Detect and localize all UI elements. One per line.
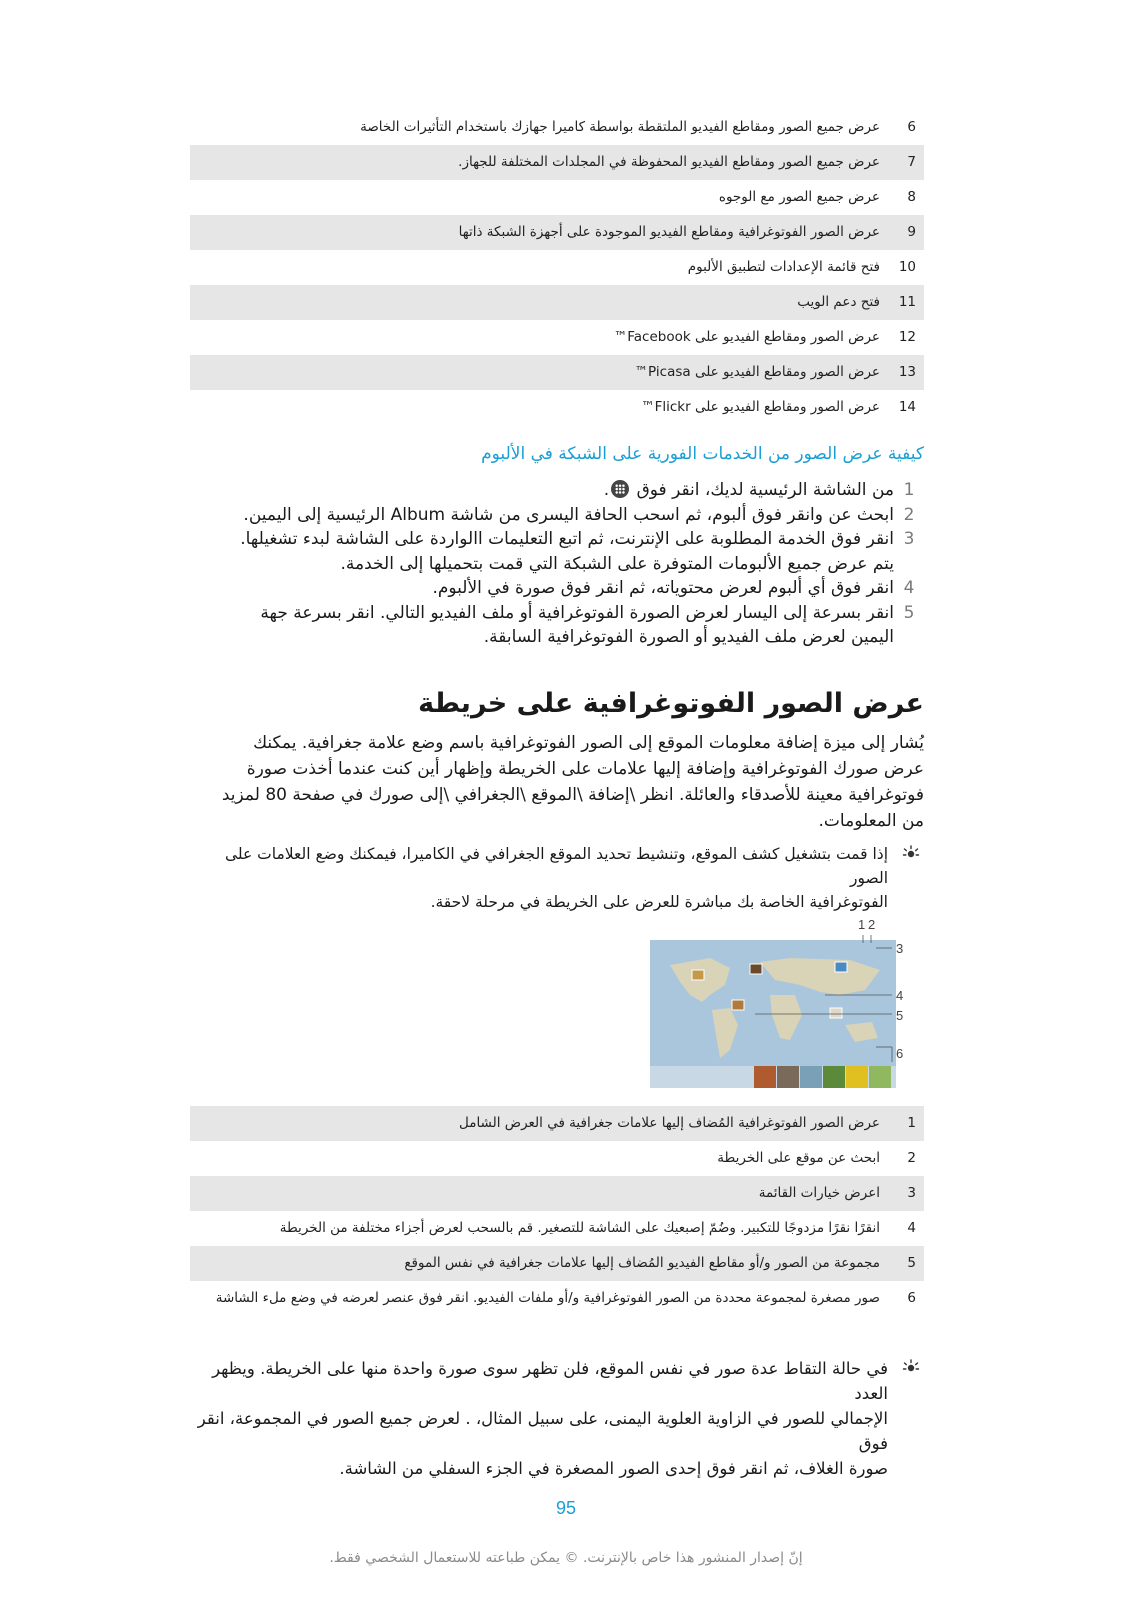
callout-number: 4 [896,988,904,1003]
footer-note: إنّ إصدار المنشور هذا خاص بالإنترنت. © يمكن طباعته للاستعمال الشخصي فقط. [329,1550,803,1566]
intro-paragraph: يُشار إلى ميزة إضافة معلومات الموقع إلى الصور الفوتوغرافية باسم وضع علامة جغرافية. يمكنك عرض صورك الفوتوغرافية وإضافة إليها علامات على الخريطة وإظهار أين كنت عندما أخذت صورة فوتوغرافية معينة للأصدقاء والعائلة. انظر \إضافة \الموقع \الجغرافي \إلى صورك في صفحة 80 لمزيد من المعلومات. [221,733,924,831]
table-row: 4 انقرًا نقرًا مزدوجًا للتكبير. وضُمّ إصبعيك على الشاشة للتصغير. قم بالسحب لعرض أجزاء مختلفة من الخريطة [279,1220,916,1236]
table-row: 10 فتح قائمة الإعدادات لتطبيق الألبوم [687,259,916,275]
step-item: 2 ابحث عن وانقر فوق ألبوم، ثم اسحب الحافة اليسرى من شاشة Album الرئيسية إلى اليمين. [243,504,915,525]
callout-number: 5 [896,1008,904,1023]
thumbnail[interactable] [846,1066,868,1088]
table-row: 9 عرض الصور الفوتوغرافية ومقاطع الفيديو الموجودة على أجهزة الشبكة ذاتها [190,215,924,250]
legend-table-map [190,1106,924,1316]
step-item: 3 انقر فوق الخدمة المطلوبة على الإنترنت، ثم اتبع التعليمات االواردة على الشاشة لبدء تشغيلها. [240,529,915,549]
step-item-continuation: اليمين لعرض ملف الفيديو أو الصورة الفوتوغرافية السابقة. [483,627,894,647]
table-row: 5 مجموعة من الصور و/أو مقاطع الفيديو المُضاف إليها علامات جغرافية في نفس الموقع [190,1246,924,1281]
table-row: 8 عرض جميع الصور مع الوجوه [718,189,916,205]
thumbnail[interactable] [800,1066,822,1088]
tip-box: إذا قمت بتشغيل كشف الموقع، وتنشيط تحديد الموقع الجغرافي في الكاميرا، فيمكنك وضع العلامات على الصور الفوتوغرافية الخاصة بك مباشرة للعرض على الخريطة في مرحلة لاحقة. [190,842,924,914]
table-row: 1 عرض الصور الفوتوغرافية المُضاف إليها علامات جغرافية في العرض الشامل [190,1106,924,1141]
lightbulb-icon [902,1358,920,1376]
thumbnail[interactable] [754,1066,776,1088]
photo-marker[interactable] [830,1008,842,1018]
page-number: 95 [555,1498,577,1518]
thumbnail[interactable] [823,1066,845,1088]
map-screenshot [650,940,896,1088]
thumbnail[interactable] [869,1066,891,1088]
tip-box: في حالة التقاط عدة صور في نفس الموقع، فلن تظهر سوى صورة واحدة منها على الخريطة. ويظهر العدد الإجمالي للصور في الزاوية العلوية اليمنى، على سبيل المثال، . لعرض جميع الصور في المجموعة، انقر فوق صورة الغلاف، ثم انقر فوق إحدى الصور المصغرة في الجزء السفلي من الشاشة. [190,1356,924,1481]
thumbnail[interactable] [777,1066,799,1088]
photo-marker[interactable] [750,964,762,974]
table-row: 6 صور مصغرة لمجموعة محددة من الصور الفوتوغرافية و/أو ملفات الفيديو. انقر فوق عنصر لعرضه في وضع ملء الشاشة [215,1290,916,1306]
photo-marker[interactable] [835,962,847,972]
steps-list [190,478,924,650]
table-row: 12 عرض الصور ومقاطع الفيديو على Facebook™ [613,329,916,345]
photo-marker[interactable] [692,970,704,980]
callout-number: 1 [858,917,866,932]
table-row: 6 عرض جميع الصور ومقاطع الفيديو الملتقطة بواسطة كاميرا جهازك باستخدام التأثيرات الخاصة [360,119,916,135]
step-item: 4 انقر فوق أي ألبوم لعرض محتوياته، ثم انقر فوق صورة في الألبوم. [432,578,915,598]
table-row: 11 فتح دعم الويب [190,285,924,320]
apps-grid-icon [611,480,629,498]
callout-number: 2 [868,917,876,932]
page-title: عرض الصور الفوتوغرافية على خريطة [418,688,924,719]
callout-number: 6 [896,1046,904,1061]
section-heading: كيفية عرض الصور من الخدمات الفورية على الشبكة في الألبوم [481,444,924,464]
table-row: 14 عرض الصور ومقاطع الفيديو على Flickr™ [641,399,916,415]
callout-number: 3 [896,941,904,956]
lightbulb-icon [902,844,920,862]
table-row: 7 عرض جميع الصور ومقاطع الفيديو المحفوظة في المجلدات المختلفة للجهاز. [190,145,924,180]
legend-table-top [190,110,924,425]
step-item-continuation: يتم عرض جميع الألبومات المتوفرة على الشبكة التي قمت بتحميلها إلى الخدمة. [340,553,894,574]
step-item: 1 من الشاشة الرئيسية لديك، انقر فوق . [603,480,915,500]
table-row: 3 اعرض خيارات القائمة [190,1176,924,1211]
table-row: 2 ابحث عن موقع على الخريطة [717,1150,916,1166]
step-item: 5 انقر بسرعة إلى اليسار لعرض الصورة الفوتوغرافية أو ملف الفيديو التالي. انقر بسرعة جهة [260,602,915,623]
photo-marker[interactable] [732,1000,744,1010]
table-row: 13 عرض الصور ومقاطع الفيديو على Picasa™ [190,355,924,390]
